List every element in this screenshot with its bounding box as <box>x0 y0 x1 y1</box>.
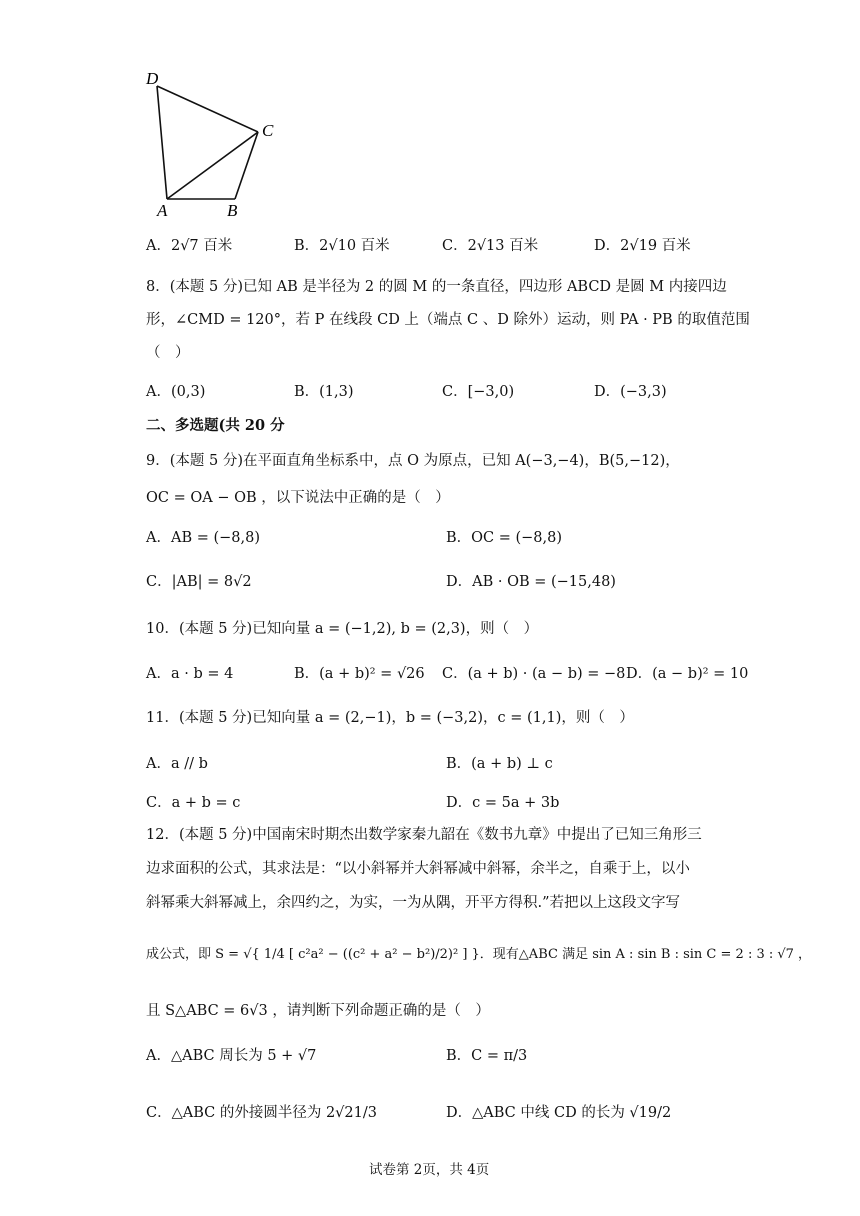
q11-stem-line1: 11．(本题 5 分)已知向量 a = (2,−1)，b = (−3,2)，c = (1,1)，则（ ） <box>146 710 634 726</box>
vertex-label-c: C <box>262 121 274 140</box>
q12-stem-line1: 12．(本题 5 分)中国南宋时期杰出数学家秦九韶在《数书九章》中提出了已知三角形三 <box>146 827 702 843</box>
diagonal-ac <box>167 132 258 199</box>
edge-cb <box>235 132 258 199</box>
section-title-multiple-choice: 二、多选题(共 20 分 <box>146 417 285 434</box>
q9-option-a: A．AB = (−8,8) <box>146 530 260 546</box>
q8-option-c: C．[−3,0) <box>442 384 515 400</box>
q11-option-b: B．(a + b) ⊥ c <box>446 756 553 772</box>
page-footer: 试卷第 2页，共 4页 <box>369 1162 490 1178</box>
q10-option-b: B．(a + b)² = √26 <box>294 666 425 682</box>
q7-option-a: A．2√7 百米 <box>146 238 233 254</box>
edge-dc <box>157 86 258 132</box>
q8-stem-line1: 8．(本题 5 分)已知 AB 是半径为 2 的圆 M 的一条直径，四边形 ABCD 是圆 M 内接四边 <box>146 279 727 295</box>
q11-option-c: C．a + b = c <box>146 795 241 811</box>
q7-option-d: D．2√19 百米 <box>594 238 691 254</box>
q12-stem-formula-line: 成公式，即 S = √{ 1/4 [ c²a² − ((c² + a² − b²)/2)² ] }．现有△ABC 满足 sin A : sin B : sin C = 2 : 3 : √7 ， <box>146 947 812 962</box>
q10-stem-line1: 10．(本题 5 分)已知向量 a = (−1,2), b = (2,3)，则（ ） <box>146 621 539 637</box>
vertex-label-a: A <box>157 201 168 220</box>
q8-stem-line2: 形，∠CMD = 120°，若 P 在线段 CD 上（端点 C 、D 除外）运动，则 PA · PB 的取值范围 <box>146 312 750 328</box>
q12-stem-line5: 且 S△ABC = 6√3 ，请判断下列命题正确的是（ ） <box>146 1003 490 1019</box>
q9-stem-line2: OC = OA − OB ，以下说法中正确的是（ ） <box>146 490 450 506</box>
q12-stem-line3: 斜幂乘大斜幂减上，余四约之，为实，一为从隅，开平方得积.”若把以上这段文字写 <box>146 895 681 911</box>
q11-option-d: D．c = 5a + 3b <box>446 795 560 811</box>
q7-option-b: B．2√10 百米 <box>294 238 390 254</box>
q9-stem-line1: 9．(本题 5 分)在平面直角坐标系中，点 O 为原点，已知 A(−3,−4)，B(5,−12)， <box>146 453 680 469</box>
q11-option-a: A．a // b <box>146 756 208 772</box>
q12-option-c: C．△ABC 的外接圆半径为 2√21/3 <box>146 1105 377 1121</box>
q8-stem-line3: （ ） <box>146 345 190 361</box>
edge-ad <box>157 86 167 199</box>
q9-option-d: D．AB · OB = (−15,48) <box>446 574 616 590</box>
q8-option-a: A．(0,3) <box>146 384 206 400</box>
q8-option-d: D．(−3,3) <box>594 384 667 400</box>
vertex-label-b: B <box>227 201 238 220</box>
q10-option-c: C．(a + b) · (a − b) = −8 <box>442 666 626 682</box>
vertex-label-d: D <box>146 69 159 88</box>
q12-option-d: D．△ABC 中线 CD 的长为 √19/2 <box>446 1105 672 1121</box>
q12-option-b: B．C = π/3 <box>446 1048 528 1064</box>
q9-option-b: B．OC = (−8,8) <box>446 530 563 546</box>
q10-option-a: A．a · b = 4 <box>146 666 234 682</box>
q7-option-c: C．2√13 百米 <box>442 238 539 254</box>
q12-stem-line2: 边求面积的公式，其求法是：“以小斜幂并大斜幂减中斜幂，余半之，自乘于上，以小 <box>146 861 690 877</box>
q12-option-a: A．△ABC 周长为 5 + √7 <box>146 1048 317 1064</box>
q10-option-d: D．(a − b)² = 10 <box>626 666 749 682</box>
q8-option-b: B．(1,3) <box>294 384 354 400</box>
q9-option-c: C．|AB| = 8√2 <box>146 574 252 590</box>
